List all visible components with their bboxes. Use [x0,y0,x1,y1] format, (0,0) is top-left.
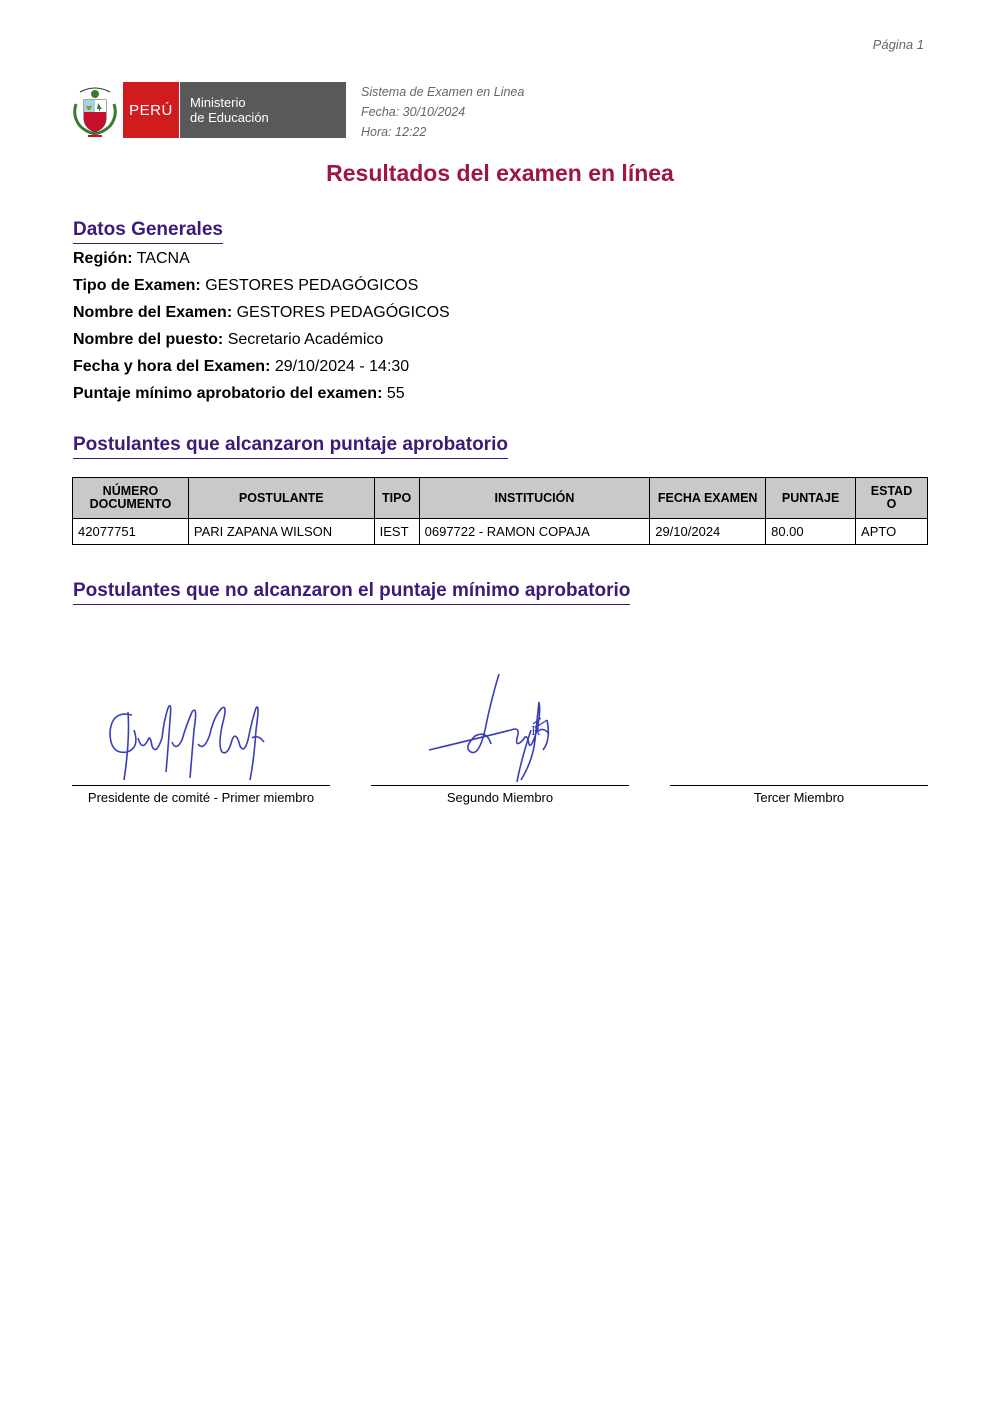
handwritten-signature-1 [72,660,330,785]
peru-label: PERÚ [123,82,179,138]
table-row [73,519,928,545]
column-header: POSTULANTE [188,478,374,519]
field-min-score [73,384,405,404]
field-exam-name [73,303,450,323]
field-label: Tipo de Examen: [73,277,201,294]
signature-block-2 [371,660,629,810]
field-label: Fecha y hora del Examen: [73,358,271,375]
column-header: TIPO [374,478,419,519]
signature-label: Segundo Miembro [446,790,554,805]
section-not-approved-heading: Postulantes que no alcanzaron el puntaje mínimo aprobatorio [73,579,630,605]
column-header: PUNTAJE [766,478,856,519]
cell-applicant: PARI ZAPANA WILSON [188,519,374,545]
table-header-row [73,478,928,519]
field-value: GESTORES PEDAGÓGICOS [205,277,419,294]
field-value: GESTORES PEDAGÓGICOS [236,304,450,321]
signature-block-1 [72,660,330,810]
signature-line [72,785,330,786]
signature-label: Presidente de comité - Primer miembro [87,790,315,805]
cell-document: 42077751 [73,519,189,545]
signature-block-3 [670,660,928,810]
ministry-line-1: Ministerio [190,95,246,110]
section-approved-heading: Postulantes que alcanzaron puntaje aprobatorio [73,433,508,459]
field-value: 29/10/2024 - 14:30 [274,358,410,375]
field-position [73,330,383,350]
field-label: Nombre del puesto: [73,331,224,348]
ministry-line-2: de Educación [190,110,269,125]
svg-text:R: R [531,724,541,738]
signature-label: Tercer Miembro [753,790,845,805]
field-exam-datetime [73,357,409,377]
field-label: Nombre del Examen: [73,304,233,321]
signature-line [371,785,629,786]
system-info [361,82,524,142]
field-exam-type [73,276,418,296]
cell-score: 80.00 [766,519,856,545]
field-value: Secretario Académico [227,331,384,348]
ministry-label [180,82,346,138]
coat-of-arms-icon [72,82,118,138]
column-header: FECHA EXAMEN [650,478,766,519]
handwritten-signature-2 [371,660,629,785]
document-title: Resultados del examen en línea [326,160,674,186]
column-header: NÚMERO DOCUMENTO [73,478,189,519]
field-value: 55 [386,385,405,402]
minedu-logo [72,82,346,138]
signature-line [670,785,928,786]
column-header: ESTADO [856,478,928,519]
approved-table [72,477,928,545]
cell-type: IEST [374,519,419,545]
field-value: TACNA [136,250,190,267]
report-time: Hora: 12:22 [361,125,427,139]
field-label: Puntaje mínimo aprobatorio del examen: [73,385,383,402]
system-name: Sistema de Examen en Linea [361,85,525,99]
report-date: Fecha: 30/10/2024 [361,105,466,119]
section-general-heading: Datos Generales [73,218,223,244]
field-region [73,249,190,269]
field-label: Región: [73,250,133,267]
cell-status: APTO [856,519,928,545]
column-header: INSTITUCIÓN [419,478,650,519]
page-number: Página 1 [872,37,924,52]
cell-exam-date: 29/10/2024 [650,519,766,545]
cell-institution: 0697722 - RAMON COPAJA [419,519,650,545]
